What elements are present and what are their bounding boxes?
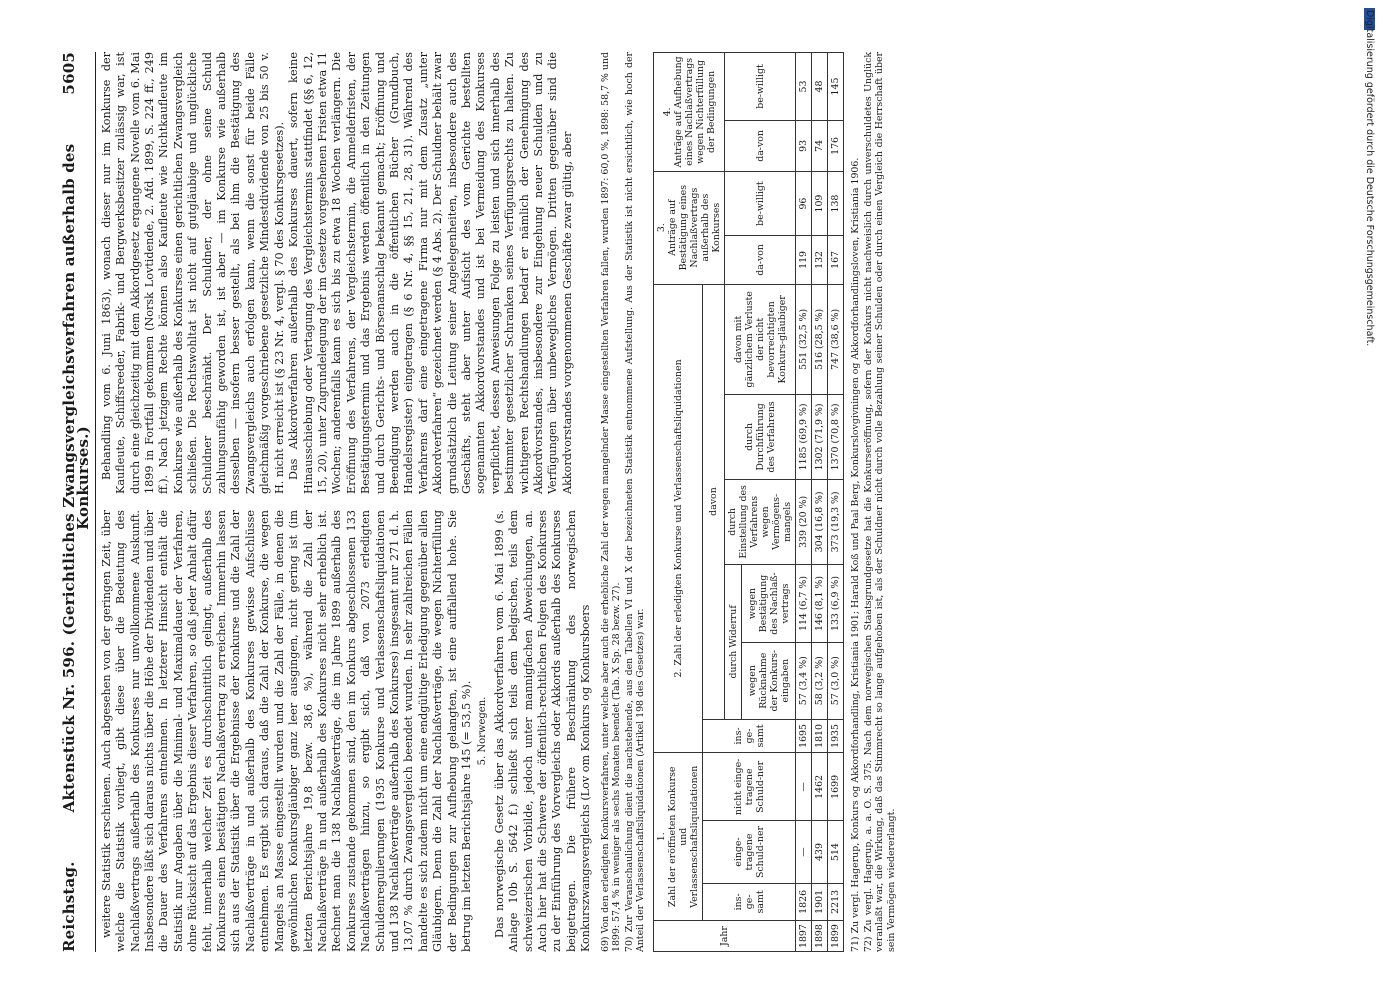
cell: 119 [796, 236, 812, 284]
paragraph: weitere Statistik erschienen. Auch abgesehen von der geringen Zeit, über welche die Statistik vorliegt, gibt diese über die Bedeutung des Nachlaßvertrags außerhalb des Konkurses nur unvollkommene Auskunft. Insbesondere läßt sich daraus nichts über die Höhe der Dividenden und über die Dauer des Verfahrens entnehmen. In letzterer Hinsicht enthält die Statistik nur Angaben über die Minimal- und Maximaldauer der Verfahren, ohne Rücksicht auf das Ergebnis dieser Verfahren, so daß jeder Anhalt dafür fehlt, innerhalb welcher Zeit es durchschnittlich gelingt, außerhalb des Konkurses einen bestätigten Nachlaßvertrag zu erreichen. Immerhin lassen sich aus der Statistik über die Ergebnisse der Konkurse und die Zahl der Nachlaßverträge in und außerhalb des Konkurses gewisse Aufschlüsse entnehmen. Es ergibt sich daraus, daß die Zahl der Konkurse, die wegen Mangels an Masse eingestellt wurden und die Zahl der Fälle, in denen die gewöhnlichen Konkursgläubiger ganz leer ausgingen, nicht gering ist (im letzten Berichtsjahre 19,8 bezw. 38,6 %), während die Zahl der Nachlaßverträge in und außerhalb des Konkurses nicht sehr erheblich ist. Rechnet man die 138 Nachlaßverträge, die im Jahre 1899 außerhalb des Konkurses zustande gekommen sind, den im Konkurs abgeschlossenen 133 Nachlaßverträgen hinzu, so ergibt sich, daß von 2073 erledigten Schuldenregulierungen (1935 Konkurse und Verlassenschaftsliquidationen und 138 Nachlaßverträge außerhalb des Konkurses) insgesamt nur 271 d. h. 13,07 % durch Zwangsvergleich beendet wurden. In sehr zahlreichen Fällen handelte es sich zudem nicht um eine endgültige Erledigung gegenüber allen Gläubigern. Denn die Zahl der Nachlaßverträge, die wegen Nichterfüllung der Bedingungen zur Aufhebung gelangten, ist eine auffallend hohe. Sie betrug im letzten Berichtsjahre 145 (= 53,5 %). [99, 510, 473, 952]
cell: 132 [812, 236, 828, 284]
cell: — [796, 821, 812, 883]
header-rule [95, 52, 96, 952]
header-group-2 [654, 284, 703, 753]
digitization-text: Digitalisierung gefördert durch die Deutsche Forschungsgemeinschaft. [1364, 10, 1375, 347]
cell: 96 [796, 171, 812, 236]
col-num: 3. [656, 223, 667, 233]
header-cell: wegen Bestätigung des Nachlaß-vertrags [742, 565, 796, 643]
page-header [62, 52, 91, 952]
header-cell: ins-ge-samt [703, 883, 796, 921]
cell: 176 [828, 121, 844, 172]
cell: 1302 (71,9 %) [812, 395, 828, 479]
section-heading: 5. Norwegen. [477, 696, 489, 766]
header-cell: da-von [725, 236, 796, 284]
cell: 53 [796, 53, 812, 121]
header-cell: davon mit gänzlichem Verluste der nicht bevorrechtigten Konkurs-gläubiger [725, 284, 796, 395]
col-label: Anträge auf Bestätigung eines Nachlaßvertrags außerhalb des Konkurses [667, 184, 722, 271]
header-title: Aktenstück Nr. 596. (Gerichtliches Zwangsvergleichsverfahren außerhalb des Konkurses.) [60, 143, 93, 813]
cell: 1935 [828, 719, 844, 753]
cell: 1185 (69,9 %) [796, 395, 812, 479]
paragraph: Behandling vom 6. Juni 1863), wonach dieser nur im Konkurse der Kaufleute, Schiffsreeder, Fabrik- und Bergwerksbesitzer zulässig war, ist durch eine gleichzeitig mit dem Akkordgesetz ergangene Novelle vom 6. Mai 1899 in Fortfall gekommen (Norsk Lovtidende, 2. Afd. 1899, S. 224 ff., 249 ff.). Nach jetzigem Rechte können also Kaufleute wie Nichtkaufleute im Konkurse wie außerhalb des Konkurses einen gerichtlichen Zwangsvergleich schließen. Die Rechtswohltat ist nicht auf gutgläubige und unglückliche Schuldner beschränkt. Der Schuldner, der ohne seine Schuld zahlungsunfähig geworden ist, ist aber — im Konkurse wie außerhalb desselben — insofern besser gestellt, als bei ihm die Bestätigung des Zwangsvergleichs auch erfolgen kann, wenn die sonst für beide Fälle gleichmäßig vorgeschriebene gesetzliche Mindestdividende von 25 bis 50 v. H. nicht erreicht ist (§ 23 Nr. 4, vergl. § 70 des Konkursgesetzes). [99, 52, 286, 494]
cell: 1826 [796, 883, 812, 921]
footnotes-bottom [850, 52, 897, 952]
header-group-3 [654, 171, 725, 284]
footnote: 72) Zu vergl. Hagerup, a. a. O. S. 375. Nach dem norwegischen Staatsgrundgesetze hat die Konkurseröffnung, sofern der Konkurs nicht nachweislich durch unverschuldetes Unglück veranlaßt war, die Wirkung, daß das Stimmrecht so lange aufgehoben ist, als der Schuldner nicht durch volle Bezahlung seiner Schulden oder durch einen Vergleich die Herrschaft über sein Vermögen wiedererlangt. [862, 52, 897, 952]
cell: 516 (28,5 %) [812, 284, 828, 395]
text-columns [100, 52, 594, 952]
page-number: 5605 [60, 52, 78, 95]
cell: 138 [828, 171, 844, 236]
cell: 114 (6,7 %) [796, 565, 812, 643]
cell: 1810 [812, 719, 828, 753]
cell: 514 [828, 821, 844, 883]
cell: 1370 (70,8 %) [828, 395, 844, 479]
cell: 1901 [812, 883, 828, 921]
col-label: Anträge auf Aufhebung eines Nachlaßvertrags wegen Nichterfüllung der Bedingungen [672, 56, 717, 168]
footnote: 71) Zu vergl. Hagerup, Konkurs og Akkordforhandling, Kristiania 1901; Harald Koß und Paal Berg, Konkurslovgivningen og Akkordforhandlingsloven, Kristiania 1906. [850, 157, 861, 952]
header-cell: be-willigt [725, 53, 796, 121]
header-cell: durch Einstellung des Verfahrens wegen Vermögens-mangels [725, 479, 796, 565]
cell: 439 [812, 821, 828, 883]
cell: 1897 [796, 921, 812, 952]
digitization-credit [1362, 10, 1376, 480]
header-cell: wegen Rücknahme der Konkurs-eingaben [742, 642, 796, 719]
cell: 1695 [796, 719, 812, 753]
cell: 1898 [812, 921, 828, 952]
header-year: Jahr [654, 921, 796, 952]
cell: 48 [812, 53, 828, 121]
cell: 373 (19,3 %) [828, 479, 844, 565]
cell: 2213 [828, 883, 844, 921]
paragraph: Das Akkordverfahren außerhalb des Konkurses dauert, sofern keine Hinausschiebung oder Vertagung des Vergleichstermins stattfindet (§§ 6, 12, 15, 20), unter Zugrundelegung der im Gesetze vorgesehenen Fristen etwa 11 Wochen; anderenfalls kann es sich bis zu etwa 18 Wochen verlängern. Die Eröffnung des Verfahrens, der Vergleichstermin, die Anmeldefristen, der Bestätigungstermin und das Ergebnis werden öffentlich in den Zeitungen und durch Gerichts- und Börsenanschlag bekannt gemacht; Eröffnung und Beendigung werden auch in die öffentlichen Bücher (Grundbuch, Handelsregister) eingetragen (§ 6 Nr. 4, §§ 15, 21, 28, 31). Während des Verfahrens darf eine eingetragene Firma nur mit dem Zusatz „unter Akkordverfahren“ gezeichnet werden (§ 4 Abs. 2). Der Schuldner behält zwar grundsätzlich die Leitung seiner Angelegenheiten, insbesondere auch des Geschäfts, steht aber unter Aufsicht des vom Gerichte bestellten sogenannten Akkordvorstandes und ist bei Vermeidung des Konkurses verpflichtet, dessen Anweisungen Folge zu leisten und sich innerhalb des bestimmter gesetzlicher Schranken seines Verfügungsrechts zu halten. Zu wichtigeren Rechtshandlungen bedarf er nämlich der Genehmigung des Akkordvorstandes, insbesondere zur Eingehung neuer Schulden und zu Verfügungen über unbewegliches Vermögen. Dritten gegenüber sind die Akkordvorstandes vorgenommenen Geschäfte zwar gültig, aber [287, 52, 574, 494]
cell: 167 [828, 236, 844, 284]
header-cell: ins-ge-samt [703, 719, 796, 753]
header-left: Reichstag. [60, 861, 78, 952]
footnote: 70) Zur Veranschaulichung dient die nachstehende, aus den Tabellen VI und X der bezeichneten Statistik entnommene Aufstellung. Aus der Statistik ist nicht ersichtlich, wie hoch der Anteil der Verlassenschaftsliquidationen (Artikel 198 des Gesetzes) war. [623, 52, 647, 952]
header-cell: davon [703, 284, 725, 719]
right-column [100, 52, 594, 494]
col-label: Zahl der eröffneten Konkurse und Verlassenschaftsliquidationen [667, 765, 700, 908]
left-column [100, 510, 594, 952]
cell: 747 (38,6 %) [828, 284, 844, 395]
cell: — [796, 753, 812, 821]
cell: 57 (3,4 %) [796, 642, 812, 719]
cell: 1899 [828, 921, 844, 952]
table-row [828, 53, 844, 952]
cell: 74 [812, 121, 828, 172]
col-num: 4. [661, 107, 673, 117]
cell: 551 (32,5 %) [796, 284, 812, 395]
document-page [62, 52, 898, 952]
header-group-4 [654, 53, 725, 172]
cell: 1699 [828, 753, 844, 821]
header-cell: einge-tragene Schuld-ner [703, 821, 796, 883]
header-cell: be-willigt [725, 171, 796, 236]
col-label: Zahl der erledigten Konkurse und Verlassenschaftsliquidationen [672, 359, 684, 666]
cell: 146 (8,1 %) [812, 565, 828, 643]
cell: 133 (6,9 %) [828, 565, 844, 643]
cell: 58 (3,2 %) [812, 642, 828, 719]
cell: 57 (3,0 %) [828, 642, 844, 719]
cell: 109 [812, 171, 828, 236]
col-num: 2. [672, 668, 684, 678]
cell: 304 (16,8 %) [812, 479, 828, 565]
header-group-1 [654, 753, 703, 921]
cell: 339 (20 %) [796, 479, 812, 565]
table-row [812, 53, 828, 952]
footnotes-top [600, 52, 647, 952]
col-num: 1. [656, 832, 667, 842]
statistics-table [653, 52, 844, 952]
header-cell: durch Widerruf [725, 565, 742, 719]
header-cell: da-von [725, 121, 796, 172]
table-row [796, 53, 812, 952]
footnote: 69) Von den erledigten Konkursverfahren, unter welche aber auch die erhebliche Zahl der wegen mangelnder Masse eingestellten Verfahren fallen, wurden 1897: 60,0 %, 1898: 58,7 % und 1899: 57,4 % in weniger als sechs Monaten beendet (Tab. X Sp. 28 bezw. 27). [599, 52, 623, 952]
cell: 145 [828, 53, 844, 121]
header-cell: nicht einge-tragene Schuld-ner [703, 753, 796, 821]
cell: 93 [796, 121, 812, 172]
cell: 1462 [812, 753, 828, 821]
paragraph: Das norwegische Gesetz über das Akkordverfahren vom 6. Mai 1899 (s. Anlage 10b S. 5642 f.) schließt sich teils dem belgischen, teils dem schweizerischen Vorbilde, jedoch unter mannigfachen Abweichungen, an. Auch hier hat die Schwere der öffentlich-rechtlichen Folgen des Konkurses zu der Einführung des Vorvergleichs oder Akkords außerhalb des Konkurses beigetragen. Die frühere Beschränkung des norwegischen Konkurszwangsvergleichs (Lov om Konkurs og Konkursboers [492, 510, 593, 952]
header-cell: durch Durchführung des Verfahrens [725, 395, 796, 479]
